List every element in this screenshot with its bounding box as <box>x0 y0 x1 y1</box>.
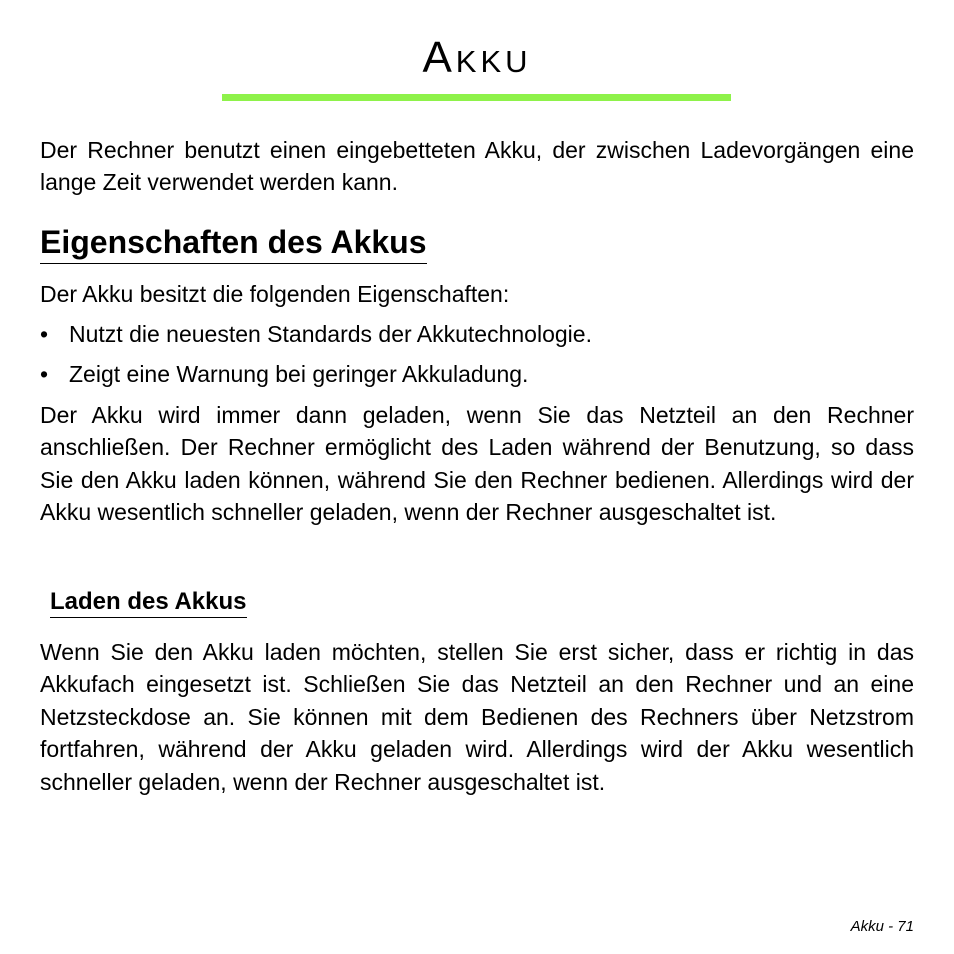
section-heading-laden: Laden des Akkus <box>50 587 247 618</box>
page-footer: Akku - 71 <box>850 918 914 935</box>
intro-paragraph: Der Rechner benutzt einen eingebetteten Akku, der zwischen Ladevorgängen eine lange Zeit verwendet werden kann. <box>40 137 914 196</box>
list-item-text: Zeigt eine Warnung bei geringer Akkuladung. <box>69 361 529 387</box>
section1-lead: Der Akku besitzt die folgenden Eigenschaften: <box>40 281 510 307</box>
section1-body: Der Akku wird immer dann geladen, wenn Sie das Netzteil an den Rechner anschließen. Der Rechner ermöglicht des Laden während der Benutzung, so dass Sie den Akku laden können, während Sie den Rechner bedienen. Allerdings wird der Akku wesentlich schneller geladen, wenn der Rechner ausgeschaltet ist. <box>40 402 914 526</box>
section2-body: Wenn Sie den Akku laden möchten, stellen Sie erst sicher, dass er richtig in das Akkufach eingesetzt ist. Schließen Sie das Netzteil an den Rechner und an eine Netzsteckdose an. Sie können mit dem Bedienen des Rechners über Netzstrom fortfahren, während der Akku geladen wird. Allerdings wird der Akku wesentlich schneller geladen, wenn der Rechner ausgeschaltet ist. <box>40 639 914 795</box>
section-heading-eigenschaften: Eigenschaften des Akkus <box>40 222 427 264</box>
list-item-text: Nutzt die neuesten Standards der Akkutechnologie. <box>69 321 592 347</box>
page-title: Akku <box>422 33 532 82</box>
title-underline-bar <box>222 94 731 101</box>
bullet-icon: • <box>40 321 49 347</box>
list-item <box>40 358 528 390</box>
list-item <box>40 318 592 350</box>
bullet-icon: • <box>40 361 49 387</box>
